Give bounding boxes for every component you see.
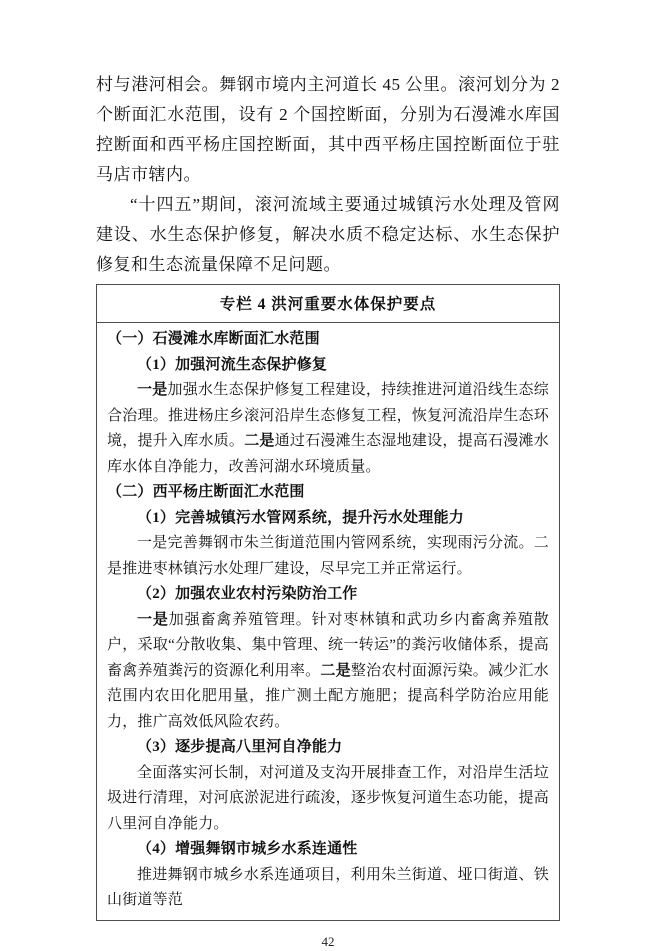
box-section-heading (107, 353, 549, 379)
box-paragraph (107, 378, 549, 480)
text-run: 推进舞钢市城乡水系连通项目，利用朱兰街道、垭口街道、铁山街道等范 (107, 866, 549, 908)
bold-run: （二）西平杨庄断面汇水范围 (107, 484, 305, 500)
box-paragraph (107, 531, 549, 582)
bold-run: （2）加强农业农村污染防治工作 (137, 586, 358, 602)
box-paragraph (107, 863, 549, 914)
box-body (97, 323, 559, 920)
box-section-heading (107, 506, 549, 532)
body-paragraph: “十四五”期间，滚河流域主要通过城镇污水处理及管网建设、水生态保护修复，解决水质不稳定达标、水生态保护修复和生态流量保障不足问题。 (96, 195, 560, 274)
bold-run: 一是 (137, 611, 169, 628)
bold-run: （一）石漫滩水库断面汇水范围 (107, 331, 320, 347)
page-footer (96, 933, 560, 951)
text-run: 全面落实河长制，对河道及支沟开展排查工作，对沿岸生活垃圾进行清理，对河底淤泥进行疏浚，逐步恢复河道生态功能，提高八里河自净能力。 (107, 764, 549, 832)
body-paragraph: 村与港河相会。舞钢市境内主河道长 45 公里。滚河划分为 2 个断面汇水范围，设有 2 个国控断面，分别为石漫滩水库国控断面和西平杨庄国控断面，其中西平杨庄国控断面位于驻马店市辖内。 (96, 75, 560, 184)
text-run: 一是完善舞钢市朱兰街道范围内管网系统，实现雨污分流。二是推进枣林镇污水处理厂建设，尽早完工并正常运行。 (107, 535, 549, 577)
page-number: 42 (321, 933, 335, 949)
text-run: 整治农村面源污染。减少汇水范围内农田化肥用量，推广测土配方施肥；提高科学防治应用能力，推广高效低风险农药。 (107, 662, 549, 730)
feature-box-title: 专栏 4 洪河重要水体保护要点 (97, 285, 559, 323)
bold-run: 二是 (244, 433, 275, 449)
feature-box (96, 284, 560, 921)
text-run: 加强水生态保护修复工程建设，持续推进河道沿线生态综合治理。推进杨庄乡滚河沿岸生态修复工程，恢复河流沿岸生态环境，提升入库水质。 (107, 382, 549, 449)
bold-run: （1）加强河流生态保护修复 (137, 356, 328, 373)
text-run: 通过石漫滩生态湿地建设，提高石漫滩水库水体自净能力，改善河湖水环境质量。 (107, 433, 549, 475)
box-paragraph (107, 608, 549, 736)
bold-run: 二是 (320, 662, 351, 679)
box-paragraph (107, 761, 549, 838)
box-section-heading (107, 327, 549, 353)
box-section-heading (107, 837, 549, 863)
box-section-heading (107, 735, 549, 761)
text-run: 加强畜禽养殖管理。针对枣林镇和武功乡内畜禽养殖散户，采取“分散收集、集中管理、统一转运”的粪污收储体系，提高畜禽养殖粪污的资源化利用率。 (107, 611, 549, 679)
bold-run: （1）完善城镇污水管网系统，提升污水处理能力 (137, 509, 464, 526)
box-section-heading (107, 480, 549, 506)
bold-run: 一是 (137, 382, 168, 398)
box-section-heading (107, 582, 549, 608)
bold-run: （3）逐步提高八里河自净能力 (137, 739, 343, 755)
bold-run: （4）增强舞钢市城乡水系连通性 (137, 841, 358, 857)
